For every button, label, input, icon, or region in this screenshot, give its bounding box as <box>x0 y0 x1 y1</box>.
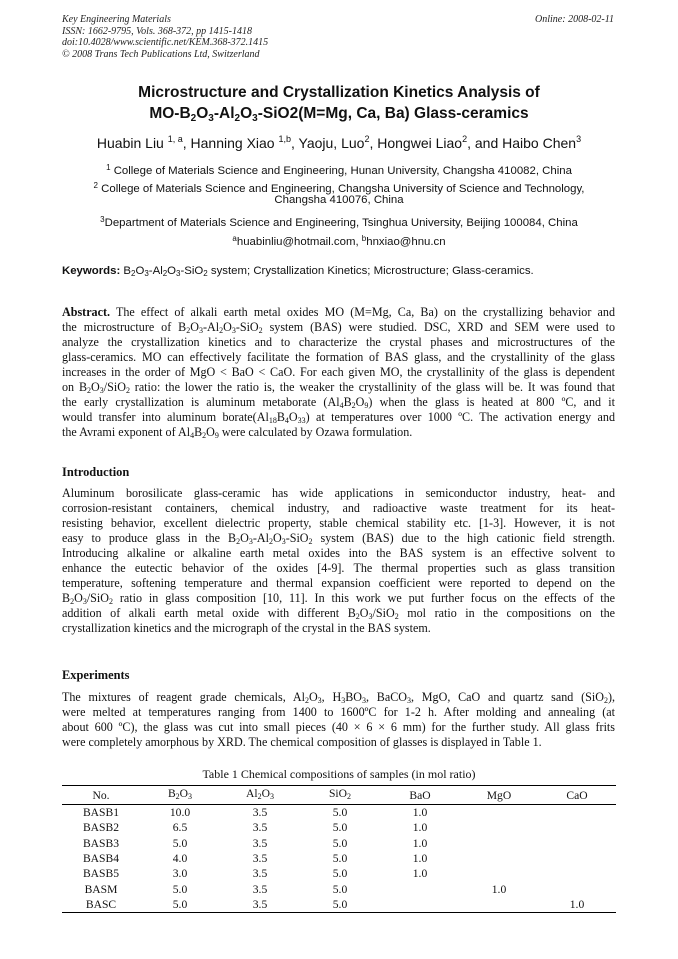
table-cell: 1.0 <box>412 821 428 835</box>
table-cell: 3.5 <box>252 806 268 820</box>
table-cell <box>538 836 616 851</box>
table-cell: 1.0 <box>412 867 428 881</box>
abstract-label: Abstract. <box>62 305 111 319</box>
table-cell: BASB3 <box>82 836 120 850</box>
text-line: on $B_2O_3/SiO_2$ ratio: the lower the ratio is, the weaker the crystallinity of the glass will be. It was found that <box>62 380 615 395</box>
text-line: about 600 ºC), the glass was cut into small pieces (40 × 6 × 6 mm) for the further study. All glass frits <box>62 720 615 734</box>
table-cell <box>380 897 460 913</box>
table-cell <box>460 820 538 835</box>
text-line: enhance the eutectic behavior of the oxides [4-9]. The thermal properties such as glass transition <box>62 561 615 575</box>
experiments-body <box>62 690 615 750</box>
text-line: resisting behavior, excellent dielectric property, stable chemical stability etc. [1-3]. However, it is not <box>62 516 615 530</box>
table-row <box>62 820 616 835</box>
text-line: temperature, softening temperature and thermal expansion coefficient were reported to depend on the <box>62 576 615 590</box>
text-line: corrosion-resistant containers, chemical industry, and radioactive waste treatment for its heat- <box>62 501 615 515</box>
text-line: Introducing alkaline or alkaline earth metal oxides into the BAS system is an effective solvent to <box>62 546 615 560</box>
text-line: increases in the order of MgO < BaO < CaO. For each given MO, the crystallinity of the glass is dependent <box>62 365 615 379</box>
table-caption: Table 1 Chemical compositions of samples (in mol ratio) <box>202 767 476 781</box>
email-b: hnxiao@hnu.cn <box>366 236 446 248</box>
table-cell: BASB2 <box>82 821 120 835</box>
table-header-row <box>62 786 616 805</box>
table-cell <box>460 836 538 851</box>
table-cell: 3.5 <box>252 867 268 881</box>
affiliation-2-cont: Changsha 410076, China <box>274 194 404 206</box>
author-affiliation-mark: 2 <box>364 134 370 144</box>
table-cell: BASB1 <box>82 806 120 820</box>
table-cell: 3.0 <box>172 867 188 881</box>
table-cell: 5.0 <box>332 836 348 850</box>
introduction-heading: Introduction <box>62 465 130 479</box>
table-cell: 1.0 <box>491 882 507 896</box>
text-line: Aluminum borosilicate glass-ceramic has wide applications in semiconductor industry, heat- and <box>62 486 615 500</box>
table-cell <box>538 866 616 881</box>
table-cell: 3.5 <box>252 852 268 866</box>
keywords <box>62 265 622 278</box>
author-name: Yaoju, Luo <box>298 135 365 151</box>
table-column-header: BaO <box>380 786 460 805</box>
journal-metadata <box>62 14 268 60</box>
table-cell: 5.0 <box>332 852 348 866</box>
table-column-header: CaO <box>538 786 616 805</box>
paper-title-line-1: Microstructure and Crystallization Kinetics Analysis of <box>138 84 540 101</box>
table-cell: 1.0 <box>412 852 428 866</box>
table-cell: BASM <box>84 882 118 896</box>
affiliation-1: $^1$ College of Materials Science and Engineering, Hunan University, Changsha 410082, China <box>106 163 572 177</box>
author-affiliation-mark: 1,b <box>278 134 291 144</box>
table-cell: 1.0 <box>412 836 428 850</box>
table-cell: 3.5 <box>252 882 268 896</box>
table-cell <box>460 851 538 866</box>
table-cell <box>460 897 538 913</box>
text-line: the microstructure of $B_2O_3-Al_2O_3-SiO_2$ system (BAS) were studied. DSC, XRD and SEM were used to <box>62 320 615 335</box>
keywords-text: $B_2O_3-Al_2O_3-SiO_2$ system; Crystallization Kinetics; Microstructure; Glass-ceramics. <box>123 265 534 278</box>
author-name: Huabin Liu <box>96 135 164 151</box>
text-line: analyze the crystallization kinetics and to characterize the crystal phases and microstructures of the <box>62 335 615 349</box>
table-cell <box>460 866 538 881</box>
composition-table <box>62 785 616 913</box>
author-affiliation-mark: 3 <box>576 134 582 144</box>
text-line: were completely amorphous by XRD. The chemical composition of glasses is displayed in Table 1. <box>62 735 542 749</box>
table-cell: 5.0 <box>332 821 348 835</box>
text-line: the Avrami exponent of $Al_4B_2O_9$ were calculated by Ozawa formulation. <box>62 425 413 440</box>
table-cell: 3.5 <box>252 836 268 850</box>
table-cell: 1.0 <box>412 806 428 820</box>
online-date: Online: 2008-02-11 <box>535 14 614 25</box>
table-column-header: MgO <box>460 786 538 805</box>
table-cell: 4.0 <box>172 852 188 866</box>
table-cell: 6.5 <box>172 821 188 835</box>
text-line: $B_2O_3/SiO_2$ ratio in glass composition [10, 11]. In this work we put further focus on the effects of the <box>62 591 615 606</box>
text-line: The mixtures of reagent grade chemicals, $Al_2O_3$, $H_3BO_3$, BaCO$_3$, MgO, CaO and quartz sand (SiO$_2$), <box>62 690 616 705</box>
issn-line: ISSN: 1662-9795, Vols. 368-372, pp 1415-1418 <box>62 25 252 37</box>
table-cell: 10.0 <box>169 806 191 820</box>
table-cell: 5.0 <box>300 897 380 913</box>
text-line: were melted at temperatures ranging from 1400 to 1600ºC for 1-2 h. After molding and annealing (at <box>62 705 615 719</box>
table-cell: 5.0 <box>172 836 188 850</box>
table-row <box>62 866 616 881</box>
table-body <box>62 805 616 913</box>
introduction-body <box>62 486 615 636</box>
email-a: huabinliu@hotmail.com <box>236 236 356 248</box>
table-cell <box>538 805 616 821</box>
author-affiliation-mark: 1, a <box>167 134 183 144</box>
author-emails: $^a$huabinliu@hotmail.com, $^b$hnxiao@hnu.cn <box>232 234 446 248</box>
author-name: Hanning Xiao <box>190 135 275 151</box>
table-cell: 5.0 <box>172 882 188 896</box>
table-column-header: SiO$_2$ <box>300 786 380 805</box>
table-row <box>62 881 616 896</box>
journal-name: Key Engineering Materials <box>62 14 171 25</box>
table-column-header: $B_2O_3$ <box>140 786 220 805</box>
text-line: Abstract. The effect of alkali earth metal oxides MO (M=Mg, Ca, Ba) on the crystallizing behavior and <box>62 305 615 319</box>
text-line: crystallization kinetics and the micrograph of the crystal in the BAS system. <box>62 621 431 635</box>
author-name: Hongwei Liao <box>377 135 463 151</box>
table-cell <box>460 805 538 821</box>
table-row <box>62 836 616 851</box>
abstract <box>62 305 615 440</box>
table-cell: 5.0 <box>332 882 348 896</box>
table-cell: 5.0 <box>140 897 220 913</box>
doi-line: doi:10.4028/www.scientific.net/KEM.368-372.1415 <box>62 37 269 48</box>
table-row <box>62 805 616 821</box>
table-cell: BASC <box>62 897 140 913</box>
table-cell: 3.5 <box>252 821 268 835</box>
text-line: addition of alkali earth metal oxide with different $B_2O_3/SiO_2$ mol ratio in the compositions on the <box>62 606 615 621</box>
author-name: Haibo Chen <box>502 135 577 151</box>
table-cell: BASB5 <box>82 867 120 881</box>
table-column-header: No. <box>62 786 140 805</box>
table-cell <box>538 851 616 866</box>
table-cell <box>538 881 616 896</box>
table-cell <box>380 881 460 896</box>
table-cell: 5.0 <box>332 806 348 820</box>
text-line: easy to produce glass in the $B_2O_3-Al_2O_3-SiO_2$ system (BAS) due to the high cationic field strength. <box>62 531 615 546</box>
affiliation-3: $^3$Department of Materials Science and Engineering, Tsinghua University, Beijing 100084, China <box>100 215 578 229</box>
paper-title-line-2: $MO-B_2O_3-Al_2O_3-SiO2(M=Mg$, Ca, Ba) Glass-ceramics <box>149 105 529 124</box>
table-row <box>62 897 616 913</box>
copyright-line: © 2008 Trans Tech Publications Ltd, Switzerland <box>62 48 260 60</box>
text-line: the early crystallization is aluminum metaborate $(Al_4B_2O_9)$ when the glass is heated at 800 ºC, and it <box>62 395 615 410</box>
table-cell: 3.5 <box>220 897 300 913</box>
author-affiliation-mark: 2 <box>462 134 468 144</box>
keywords-label: Keywords: <box>62 265 121 277</box>
author-list: Huabin Liu $^{1, a}$, Hanning Xiao $^{1,b}$, Yaoju, Luo$^2$, Hongwei Liao$^2$, and Haibo Chen$^3$ <box>96 134 582 151</box>
affiliation-2: $^2$ College of Materials Science and Engineering, Changsha University of Science and Technology, <box>93 181 585 195</box>
text-line: would transfer into aluminum $borate(Al_{18}B_4O_{33})$ at temperatures over 1000 ºC. The activation energy and <box>62 410 616 425</box>
table-row <box>62 851 616 866</box>
table-cell: 5.0 <box>332 867 348 881</box>
table-column-header: $Al_2O_3$ <box>220 786 300 805</box>
experiments-heading: Experiments <box>62 668 130 682</box>
table-cell: 1.0 <box>538 897 616 913</box>
table-cell: BASB4 <box>82 852 120 866</box>
text-line: glass-ceramics. MO can effectively facilitate the formation of BAS glass, and the crystallinity of the glass <box>62 350 615 364</box>
table-cell <box>538 820 616 835</box>
